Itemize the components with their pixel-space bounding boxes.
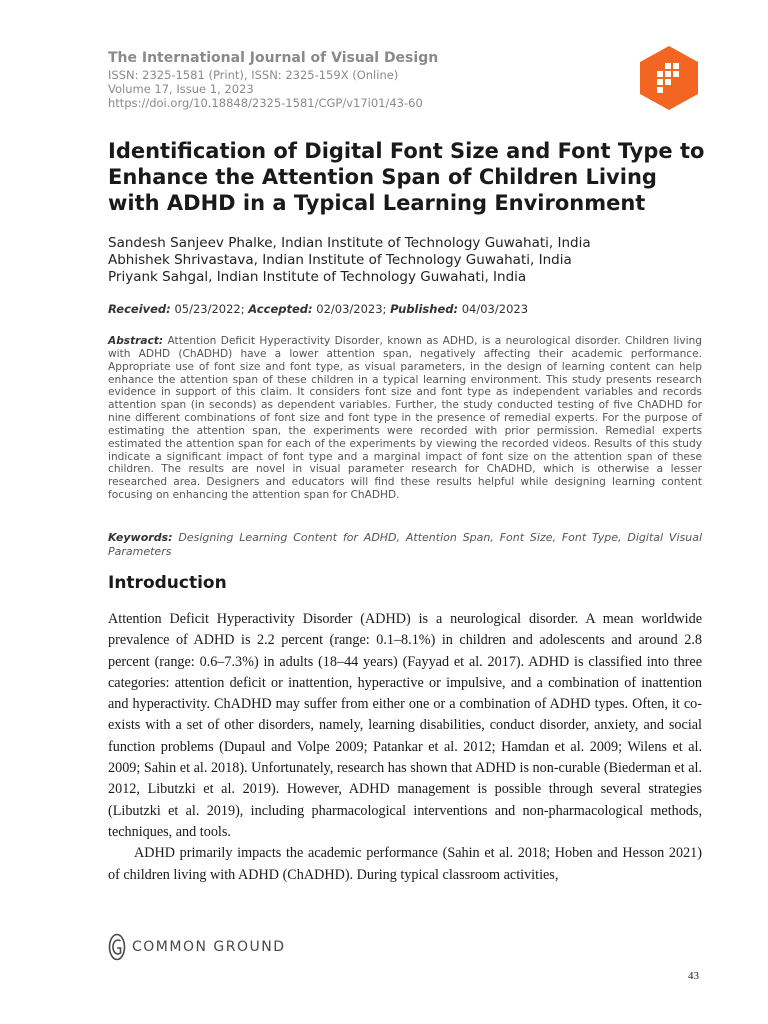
journal-volume: Volume 17, Issue 1, 2023: [108, 82, 254, 96]
article-doi-link[interactable]: https://doi.org/10.18848/2325-1581/CGP/v17i01/43-60: [108, 96, 423, 110]
common-ground-logo-icon: [108, 933, 126, 961]
published-label: Published:: [390, 302, 459, 316]
publisher-name: COMMON GROUND: [132, 939, 286, 955]
abstract: [108, 335, 702, 502]
abstract-text: Attention Deficit Hyperactivity Disorder, known as ADHD, is a neurological disorder. Children living with ADHD (ChADHD) have a lower attention span, negatively affecting their academic performance. Appropriate use of font size and font type, as visual parameters, in the design of learning content can help enhance the attention span of these children in a typical learning environment. This study presents research evidence in support of this claim. It considers font size and font type as independent variables and records attention span (in seconds) as dependent variables. Further, the study conducted testing of five ChADHD for nine different combinations of font size and font type in the presence of remedial experts. For the purpose of estimating the attention span, the experiments were recorded with prior permission. Remedial experts estimated the attention span for each of the experiments by viewing the recorded videos. Results of this study indicate a significant impact of font type and a marginal impact of font size on the attention span of these children. The results are novel in visual parameter research for ChADHD, which is otherwise a lesser researched area. Designers and educators will find these results helpful while designing learning content focusing on enhancing the attention span for ChADHD.: [108, 335, 703, 502]
article-title: Identification of Digital Font Size and Font Type to Enhance the Attention Span of Children Living with ADHD in a Typical Learning Environment: [108, 139, 705, 215]
accepted-date: 02/03/2023;: [316, 302, 387, 316]
accepted-label: Accepted:: [248, 302, 313, 316]
published-date: 04/03/2023: [461, 302, 529, 316]
paragraph-2: ADHD primarily impacts the academic performance (Sahin et al. 2018; Hoben and Hesson 2021) of children living with ADHD (ChADHD). During typical classroom activities,: [108, 845, 702, 883]
hexagon-grid-logo-icon: [640, 46, 698, 110]
abstract-label: Abstract:: [108, 335, 164, 347]
received-label: Received:: [108, 302, 171, 316]
journal-name: The International Journal of Visual Design: [108, 50, 439, 66]
paragraph-1: Attention Deficit Hyperactivity Disorder (ADHD) is a neurological disorder. A mean worldwide prevalence of ADHD is 2.2 percent (range: 0.1–8.1%) in children and adolescents and around 2.8 percent (range: 0.6–7.3%) in adults (18–44 years) (Fayyad et al. 2017). ADHD is classified into three categories: attention deficit or inattention, hyperactive or impulsive, and a combination of inattention and hyperactivity. ChADHD may suffer from either one or a combination of ADHD types. Often, it co-exists with a set of other disorders, namely, learning disabilities, conduct disorder, anxiety, and social function problems (Dupaul and Volpe 2009; Patankar et al. 2012; Hamdan et al. 2009; Wilens et al. 2009; Sahin et al. 2018). Unfortunately, research has shown that ADHD is non-curable (Biederman et al. 2012, Libutzki et al. 2019). However, ADHD management is possible through several strategies (Libutzki et al. 2019), including pharmacological interventions and non-pharmacological methods, techniques, and tools.: [108, 611, 702, 840]
journal-issn: ISSN: 2325-1581 (Print), ISSN: 2325-159X (Online): [108, 68, 399, 82]
keywords-text: Designing Learning Content for ADHD, Attention Span, Font Size, Font Type, Digital Visual Parameters: [108, 531, 702, 558]
page-number: 43: [688, 970, 699, 982]
author-1: Sandesh Sanjeev Phalke, Indian Institute of Technology Guwahati, India: [108, 235, 591, 251]
keywords: [108, 531, 702, 559]
received-date: 05/23/2022;: [174, 302, 245, 316]
keywords-label: Keywords:: [108, 531, 173, 544]
body-text: [108, 609, 702, 886]
author-2: Abhishek Shrivastava, Indian Institute of Technology Guwahati, India: [108, 252, 572, 268]
publisher-logo: [108, 933, 286, 961]
article-dates: [108, 302, 528, 316]
author-3: Priyank Sahgal, Indian Institute of Technology Guwahati, India: [108, 269, 527, 285]
section-heading-introduction: Introduction: [108, 573, 227, 593]
